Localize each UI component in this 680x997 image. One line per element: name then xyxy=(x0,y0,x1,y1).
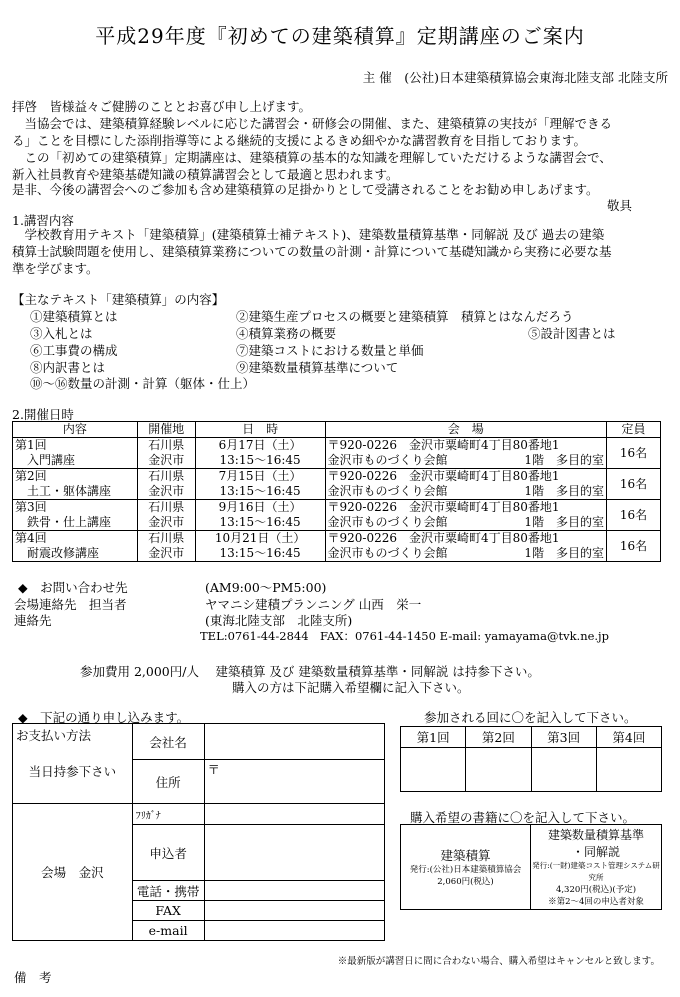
time: 13:15～16:45 xyxy=(219,484,301,498)
company-label: 会社名 xyxy=(132,724,204,760)
texts-heading: 【主なテキスト「建築積算」の内容】 xyxy=(12,292,225,307)
date: 10月21日（土） xyxy=(214,531,306,545)
contact-value: ヤマニシ建積プランニング 山西 栄一 xyxy=(205,597,422,612)
time: 13:15～16:45 xyxy=(219,515,301,529)
phone-fax-email: TEL:0761-44-2844 FAX：0761-44-1450 E-mail: yamayama@tvk.ne.jp xyxy=(200,629,609,643)
venue-room: 1階 多目的室 xyxy=(524,546,605,560)
course-name: 鉄骨・仕上講座 xyxy=(15,515,112,529)
form-heading: ◆ 下記の通り申し込みます。 xyxy=(18,710,190,725)
city: 金沢市 xyxy=(148,546,185,560)
prefecture: 石川県 xyxy=(148,500,185,514)
address-field[interactable] xyxy=(204,760,384,804)
section2-heading: 2.開催日時 xyxy=(12,407,74,422)
intro-line: 是非、今後の講習会へのご参加も含め建築積算の足掛かりとして受講されることをお勧め申しあげます。 xyxy=(12,182,599,197)
table-row xyxy=(13,469,661,500)
col-header: 会 場 xyxy=(325,422,607,438)
venue-label: 会場 金沢 xyxy=(13,804,133,941)
city: 金沢市 xyxy=(148,453,185,467)
round-label: 第2回 xyxy=(15,469,47,483)
venue-address: 〒920-0226 金沢市粟崎町4丁目80番地1 xyxy=(327,531,560,545)
venue-name: 金沢市ものづくり会館 xyxy=(327,515,448,529)
prefecture: 石川県 xyxy=(148,531,185,545)
table-row xyxy=(13,500,661,531)
venue-room: 1階 多目的室 xyxy=(524,484,605,498)
round-header: 第1回 xyxy=(401,727,466,748)
col-header: 定員 xyxy=(607,422,661,438)
section1-line: 積算士試験問題を使用し、建築積算業務についての数量の計測・計算について基礎知識から実務に必要な基 xyxy=(12,244,612,259)
text-item: ⑤設計図書とは xyxy=(528,326,616,341)
venue-name: 金沢市ものづくり会館 xyxy=(327,453,448,467)
section1-heading: 1.講習内容 xyxy=(12,213,74,228)
rounds-table xyxy=(400,726,662,792)
contact2-label: 連絡先 xyxy=(14,613,52,628)
city: 金沢市 xyxy=(148,484,185,498)
fax-label: FAX xyxy=(132,901,204,921)
capacity: 16名 xyxy=(607,469,661,500)
inquiry-heading: ◆ お問い合わせ先 xyxy=(18,580,128,595)
round-header: 第2回 xyxy=(466,727,531,748)
section1-line: 学校教育用テキスト「建築積算」(建築積算士補テキスト)、建築数量積算基準・同解説 及び 過去の建築 xyxy=(12,227,605,242)
company-field[interactable] xyxy=(204,724,384,760)
book-publisher: 発行:(一財)建築コスト管理システム研究所 xyxy=(532,861,660,882)
venue-address: 〒920-0226 金沢市粟崎町4丁目80番地1 xyxy=(327,438,560,452)
round-3-checkbox[interactable] xyxy=(531,748,596,792)
text-item: ①建築積算とは xyxy=(30,309,118,324)
text-item: ③入札とは xyxy=(30,326,93,341)
col-header: 内容 xyxy=(13,422,138,438)
prefecture: 石川県 xyxy=(148,438,185,452)
round-label: 第1回 xyxy=(15,438,47,452)
time: 13:15～16:45 xyxy=(219,546,301,560)
date: 9月16日（土） xyxy=(218,500,302,514)
course-name: 耐震改修講座 xyxy=(15,546,100,560)
venue-room: 1階 多目的室 xyxy=(524,515,605,529)
fee-line: 購入の方は下記購入希望欄に記入下さい。 xyxy=(232,680,470,695)
fax-field[interactable] xyxy=(204,901,384,921)
time: 13:15～16:45 xyxy=(219,453,301,467)
round-1-checkbox[interactable] xyxy=(401,748,466,792)
round-label: 第4回 xyxy=(15,531,47,545)
venue-name: 金沢市ものづくり会館 xyxy=(327,546,448,560)
round-4-checkbox[interactable] xyxy=(596,748,661,792)
book-kenchiku-sekisan[interactable] xyxy=(401,825,531,910)
venue-address: 〒920-0226 金沢市粟崎町4丁目80番地1 xyxy=(327,500,560,514)
fee-line: 参加費用 2,000円/人 建築積算 及び 建築数量積算基準・同解説 は持参下さい。 xyxy=(80,664,540,679)
contact-label: 会場連絡先 担当者 xyxy=(14,597,127,612)
book-title: 建築積算 xyxy=(440,848,491,863)
address-label: 住所 xyxy=(132,760,204,804)
contact2-value: (東海北陸支部 北陸支所) xyxy=(205,613,353,628)
course-name: 入門講座 xyxy=(15,453,76,467)
text-item: ⑥工事費の構成 xyxy=(30,343,118,358)
round-header: 第4回 xyxy=(596,727,661,748)
date: 6月17日（土） xyxy=(218,438,302,452)
applicant-label: 申込者 xyxy=(132,825,204,881)
capacity: 16名 xyxy=(607,438,661,469)
remarks-label: 備 考 xyxy=(14,970,52,985)
text-item: ④積算業務の概要 xyxy=(236,326,337,341)
section1-line: 準を学びます。 xyxy=(12,261,99,276)
email-field[interactable] xyxy=(204,921,384,941)
table-row xyxy=(13,438,661,469)
text-item: ⑩～⑯数量の計測・計算（躯体・仕上） xyxy=(30,376,256,391)
col-header: 日 時 xyxy=(195,422,325,438)
prefecture: 石川県 xyxy=(148,469,185,483)
intro-line: 新入社員教育や建築基礎知識の積算講習会として最適と思われます。 xyxy=(12,167,399,182)
application-form xyxy=(12,723,385,941)
text-item: ⑦建築コストにおける数量と単価 xyxy=(236,343,424,358)
payment-label: お支払い方法 xyxy=(16,728,92,743)
text-item: ⑨建築数量積算基準について xyxy=(236,360,399,375)
rounds-heading: 参加される回に〇を記入して下さい。 xyxy=(424,710,637,725)
book-suryo-kijun[interactable] xyxy=(531,825,662,910)
round-header: 第3回 xyxy=(531,727,596,748)
city: 金沢市 xyxy=(148,515,185,529)
capacity: 16名 xyxy=(607,531,661,562)
footnote: ※最新版が講習日に間に合わない場合、購入希望はキャンセルと致します。 xyxy=(337,956,660,967)
schedule-table xyxy=(12,421,661,562)
books-heading: 購入希望の書籍に〇を記入して下さい。 xyxy=(410,810,636,825)
intro-line: 当協会では、建築積算経験レベルに応じた講習会・研修会の開催、また、建築積算の実技が「理解できる xyxy=(12,116,613,131)
text-item: ⑧内訳書とは xyxy=(30,360,106,375)
intro-line: る」ことを目標にした添削指導等による継続的支援によるきめ細やかな講習教育を目指しております。 xyxy=(12,133,587,148)
phone-field[interactable] xyxy=(204,881,384,901)
organizer: 主 催 (公社)日本建築積算協会東海北陸支部 北陸支所 xyxy=(362,70,668,85)
closing: 敬具 xyxy=(606,198,632,213)
round-label: 第3回 xyxy=(15,500,47,514)
book-price: 2,060円(税込) xyxy=(437,877,494,887)
payment-value: 当日持参下さい xyxy=(28,764,117,779)
page-title: 平成29年度『初めての建築積算』定期講座のご案内 xyxy=(95,24,585,48)
book-subtitle: ・同解説 xyxy=(571,845,620,859)
text-item: ②建築生産プロセスの概要と建築積算 積算とはなんだろう xyxy=(236,309,574,324)
applicant-field[interactable] xyxy=(204,825,384,881)
inquiry-hours: (AM9:00～PM5:00) xyxy=(205,580,327,595)
capacity: 16名 xyxy=(607,500,661,531)
intro-line: この「初めての建築積算」定期講座は、建築積算の基本的な知識を理解していただけるような講習会で、 xyxy=(12,150,612,165)
venue-address: 〒920-0226 金沢市粟崎町4丁目80番地1 xyxy=(327,469,560,483)
furigana-label: ﾌﾘｶﾞﾅ xyxy=(132,804,204,825)
greeting: 拝啓 皆様益々ご健勝のこととお喜び申し上げます。 xyxy=(12,99,312,114)
round-2-checkbox[interactable] xyxy=(466,748,531,792)
table-row xyxy=(13,531,661,562)
books-table xyxy=(400,824,662,910)
phone-label: 電話・携帯 xyxy=(132,881,204,901)
book-note: ※第2～4回の申込者対象 xyxy=(548,897,644,907)
venue-room: 1階 多目的室 xyxy=(524,453,605,467)
venue-name: 金沢市ものづくり会館 xyxy=(327,484,448,498)
book-publisher: 発行:(公社)日本建築積算協会 xyxy=(409,865,522,875)
date: 7月15日（土） xyxy=(218,469,302,483)
book-price: 4,320円(税込)(予定) xyxy=(555,885,637,895)
email-label: e-mail xyxy=(132,921,204,941)
postal-mark: 〒 xyxy=(207,762,221,777)
col-header: 開催地 xyxy=(137,422,195,438)
furigana-field[interactable] xyxy=(204,804,384,825)
course-name: 土工・躯体講座 xyxy=(15,484,112,498)
book-title: 建築数量積算基準 xyxy=(547,828,644,842)
